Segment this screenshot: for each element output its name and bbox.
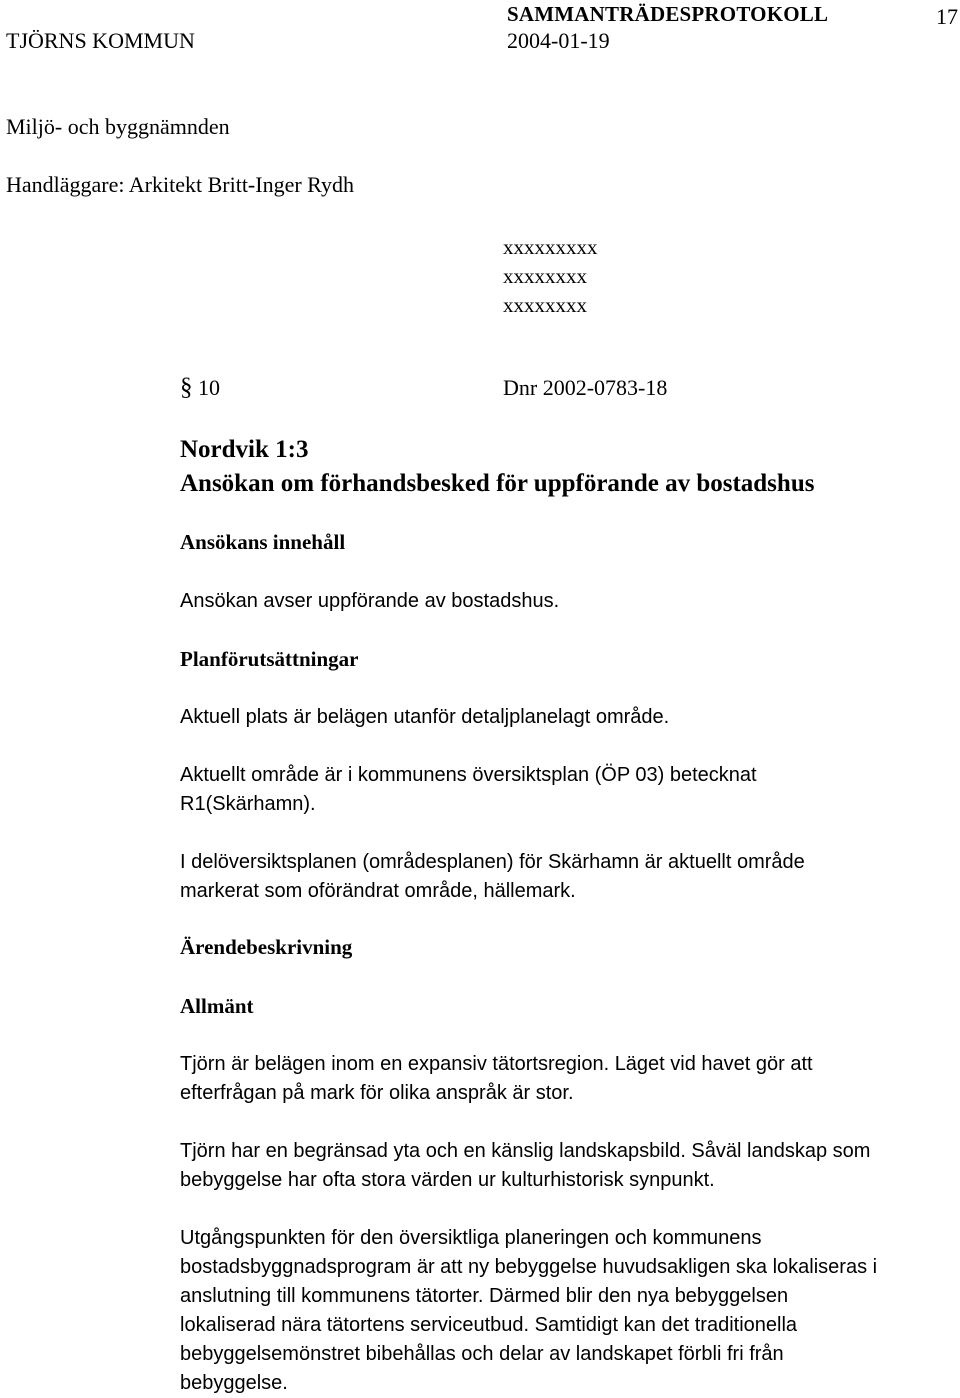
paragraph-line: lokaliserad nära tätortens serviceutbud. Samtidigt kan det traditionella xyxy=(180,1314,798,1336)
paragraph-line: bebyggelse. xyxy=(180,1372,288,1394)
paragraph-line: markerat som oförändrat område, hällemark. xyxy=(180,880,576,902)
planning-paragraph-2 xyxy=(180,761,757,819)
planning-heading: Planförutsättningar xyxy=(180,647,359,671)
protocol-title: SAMMANTRÄDESPROTOKOLL xyxy=(507,2,829,26)
case-title xyxy=(180,433,814,501)
general-paragraph-1 xyxy=(180,1050,813,1108)
paragraph-symbol: § xyxy=(180,374,193,401)
page-number: 17 xyxy=(936,4,958,29)
meeting-date: 2004-01-19 xyxy=(507,28,610,53)
recipient-line: xxxxxxxx xyxy=(503,264,587,288)
paragraph-line: R1(Skärhamn). xyxy=(180,793,316,815)
paragraph-line: anslutning till kommunens tätorter. Därmed blir den nya bebyggelsen xyxy=(180,1285,789,1307)
recipient-block xyxy=(503,233,598,320)
paragraph-line: Utgångspunkten för den översiktliga planeringen och kommunens xyxy=(180,1227,762,1249)
recipient-line: xxxxxxxxx xyxy=(503,235,598,259)
general-heading: Allmänt xyxy=(180,994,254,1018)
recipient-line: xxxxxxxx xyxy=(503,293,587,317)
paragraph-line: Tjörn är belägen inom en expansiv tätortsregion. Läget vid havet gör att xyxy=(180,1053,813,1075)
paragraph-line: bebyggelsemönstret bibehållas och delar av landskapet förbli fri från xyxy=(180,1343,784,1365)
description-heading: Ärendebeskrivning xyxy=(180,935,353,959)
paragraph-line: bostadsbyggnadsprogram är att ny bebyggelse huvudsakligen ska lokaliseras i xyxy=(180,1256,878,1278)
paragraph-line: Ansökan avser uppförande av bostadshus. xyxy=(180,590,560,612)
planning-paragraph-3 xyxy=(180,848,805,906)
paragraph-line: bebyggelse har ofta stora värden ur kulturhistorisk synpunkt. xyxy=(180,1169,715,1191)
case-handler: Handläggare: Arkitekt Britt-Inger Rydh xyxy=(6,172,354,197)
case-registration-number: Dnr 2002-0783-18 xyxy=(503,375,668,400)
case-number: 10 xyxy=(198,375,220,400)
property-name: Nordvik 1:3 xyxy=(180,436,309,463)
planning-paragraph-1 xyxy=(180,703,669,732)
application-subject: Ansökan om förhandsbesked för uppförande av bostadshus xyxy=(180,470,815,497)
paragraph-line: Tjörn har en begränsad yta och en känslig landskapsbild. Såväl landskap som xyxy=(180,1140,871,1162)
paragraph-line: efterfrågan på mark för olika anspråk är stor. xyxy=(180,1082,574,1104)
general-paragraph-2 xyxy=(180,1137,870,1195)
paragraph-line: Aktuellt område är i kommunens översiktsplan (ÖP 03) betecknat xyxy=(180,764,757,786)
paragraph-line: Aktuell plats är belägen utanför detaljplanelagt område. xyxy=(180,706,670,728)
committee-name: Miljö- och byggnämnden xyxy=(6,114,230,139)
contents-paragraph xyxy=(180,587,559,616)
contents-heading: Ansökans innehåll xyxy=(180,530,346,554)
municipality-name: TJÖRNS KOMMUN xyxy=(6,28,195,53)
general-paragraph-3 xyxy=(180,1224,877,1398)
paragraph-line: I delöversiktsplanen (områdesplanen) för Skärhamn är aktuellt område xyxy=(180,851,805,873)
